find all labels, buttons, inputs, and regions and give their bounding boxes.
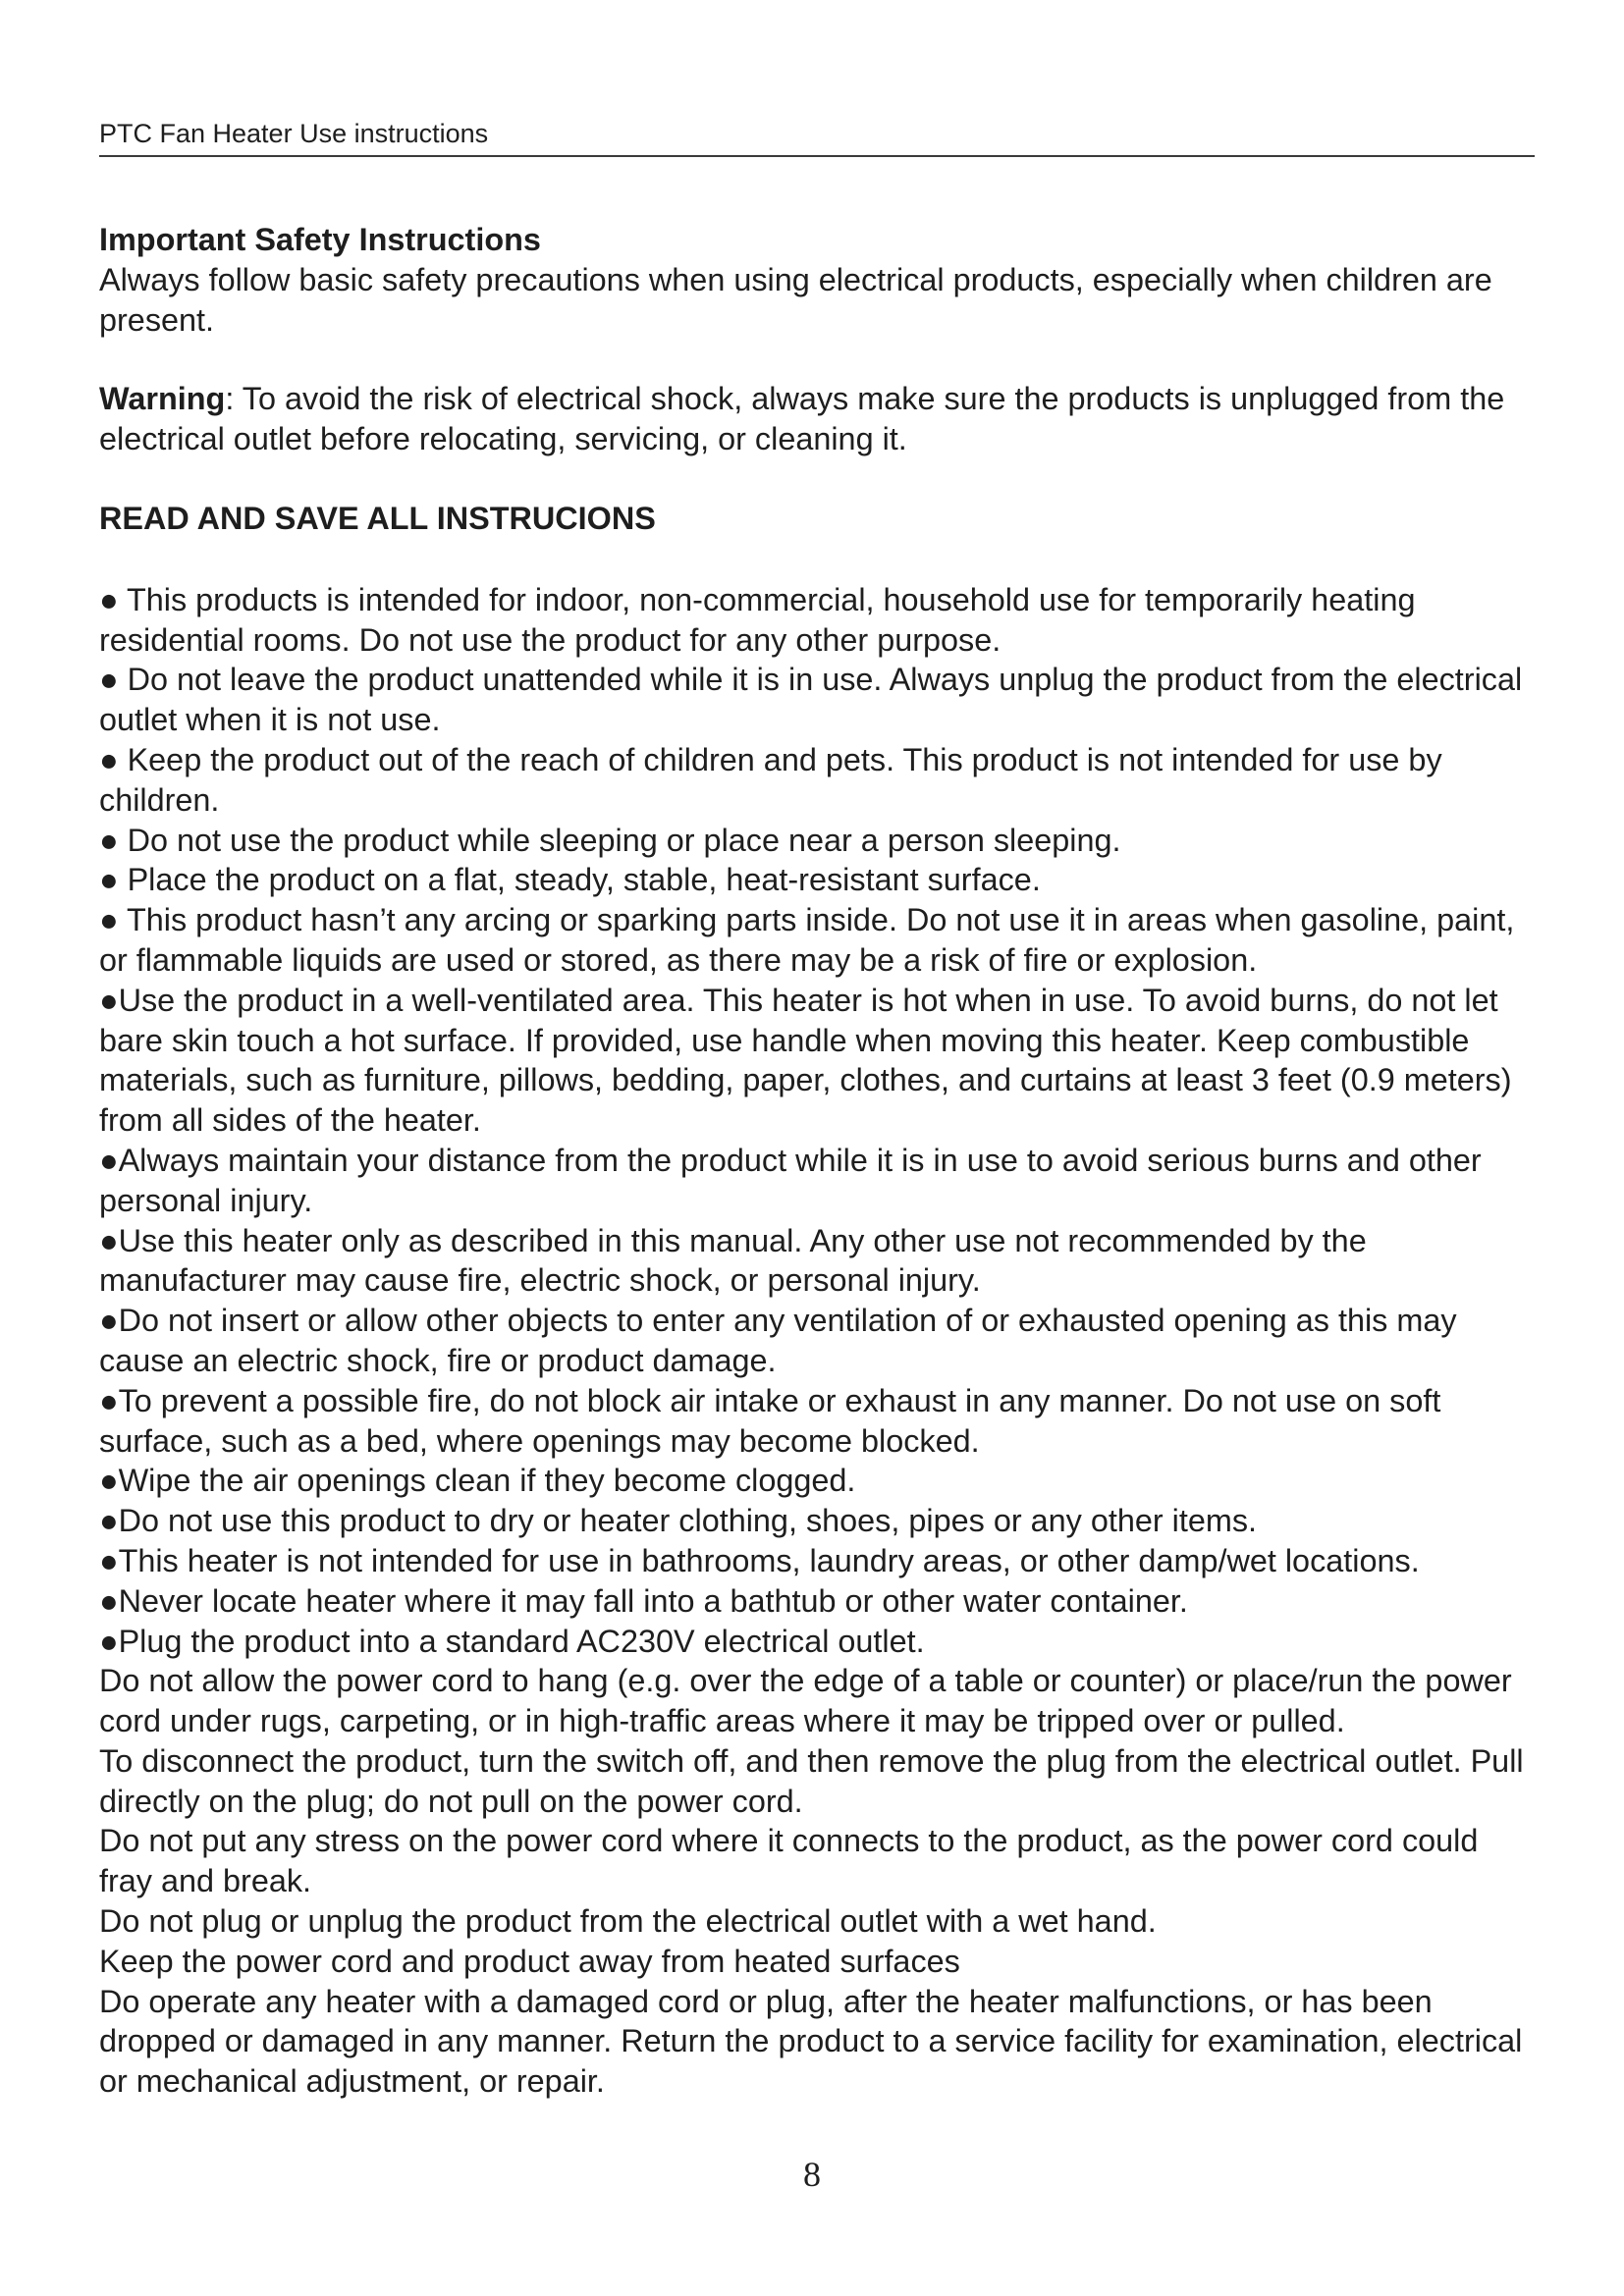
list-item: ●Plug the product into a standard AC230V electrical outlet. — [99, 1623, 925, 1659]
spacer — [99, 340, 1535, 379]
list-item: ●Use the product in a well-ventilated area. This heater is hot when in use. To avoid burns, do not let bare skin touch a hot surface. If provided, use handle when moving this heater. Keep combustible materials, such as furniture, pillows, bedding, paper, clothes, and curtains at least 3 feet (0.9 meters) from all sides of the heater. — [99, 982, 1512, 1139]
list-item: Do not plug or unplug the product from the electrical outlet with a wet hand. — [99, 1903, 1157, 1940]
warning-text: To avoid the risk of electrical shock, always make sure the products is unplugged from the electrical outlet before relocating, servicing, or cleaning it. — [99, 381, 1505, 457]
list-item: ●Do not use this product to dry or heater clothing, shoes, pipes or any other items. — [99, 1503, 1258, 1539]
page-header: PTC Fan Heater Use instructions — [99, 119, 489, 148]
warning-label: Warning — [99, 381, 226, 417]
list-item: ●Do not insert or allow other objects to enter any ventilation of or exhausted opening as this may cause an electric shock, fire or product damage. — [99, 1303, 1457, 1378]
warning-colon: : — [225, 381, 235, 417]
page-number: 8 — [803, 2155, 821, 2194]
instructions-heading: READ AND SAVE ALL INSTRUCIONS — [99, 500, 656, 536]
list-item: ● This products is intended for indoor, non-commercial, household use for temporarily heating residential rooms. Do not use the product for any other purpose. — [99, 581, 1416, 658]
list-item: ●Never locate heater where it may fall into a bathtub or other water container. — [99, 1582, 1188, 1619]
list-item: ● Keep the product out of the reach of children and pets. This product is not intended for use by children. — [99, 741, 1442, 818]
list-item: ●To prevent a possible fire, do not block air intake or exhaust in any manner. Do not use on soft surface, such as a bed, where openings may become blocked. — [99, 1382, 1441, 1459]
document-body — [99, 220, 1535, 2102]
list-item: ● Do not leave the product unattended while it is in use. Always unplug the product from the electrical outlet when it is not use. — [99, 662, 1523, 738]
list-item: Do not put any stress on the power cord where it connects to the product, as the power cord could fray and break. — [99, 1823, 1479, 1899]
section-title: Important Safety Instructions — [99, 222, 541, 257]
list-item: ●This heater is not intended for use in bathrooms, laundry areas, or other damp/wet locations. — [99, 1542, 1420, 1578]
intro-paragraph: Always follow basic safety precautions when using electrical products, especially when children are present. — [99, 261, 1492, 338]
list-item: Keep the power cord and product away from heated surfaces — [99, 1943, 960, 1979]
list-item: Do not allow the power cord to hang (e.g. over the edge of a table or counter) or place/run the power cord under rugs, carpeting, or in high-traffic areas where it may be tripped over or pulled. — [99, 1663, 1512, 1739]
header-rule — [99, 155, 1535, 157]
spacer — [99, 459, 1535, 499]
list-item: ●Use this heater only as described in this manual. Any other use not recommended by the manufacturer may cause fire, electric shock, or personal injury. — [99, 1222, 1367, 1299]
list-item: ● This product hasn’t any arcing or sparking parts inside. Do not use it in areas when gasoline, paint, or flammable liquids are used or stored, as there may be a risk of fire or explosion. — [99, 902, 1515, 978]
list-item: To disconnect the product, turn the switch off, and then remove the plug from the electrical outlet. Pull directly on the plug; do not pull on the power cord. — [99, 1742, 1524, 1819]
list-item: Do operate any heater with a damaged cord or plug, after the heater malfunctions, or has been dropped or damaged in any manner. Return the product to a service facility for examination, electrical or mechanical adjustment, or repair. — [99, 1983, 1523, 2100]
list-item: ●Always maintain your distance from the product while it is in use to avoid serious burns and other personal injury. — [99, 1142, 1482, 1218]
spacer — [99, 539, 1535, 580]
warning-paragraph — [99, 379, 1535, 459]
list-item: ● Place the product on a flat, steady, stable, heat-resistant surface. — [99, 862, 1041, 898]
list-item: ● Do not use the product while sleeping or place near a person sleeping. — [99, 822, 1121, 858]
list-item: ●Wipe the air openings clean if they become clogged. — [99, 1463, 856, 1499]
